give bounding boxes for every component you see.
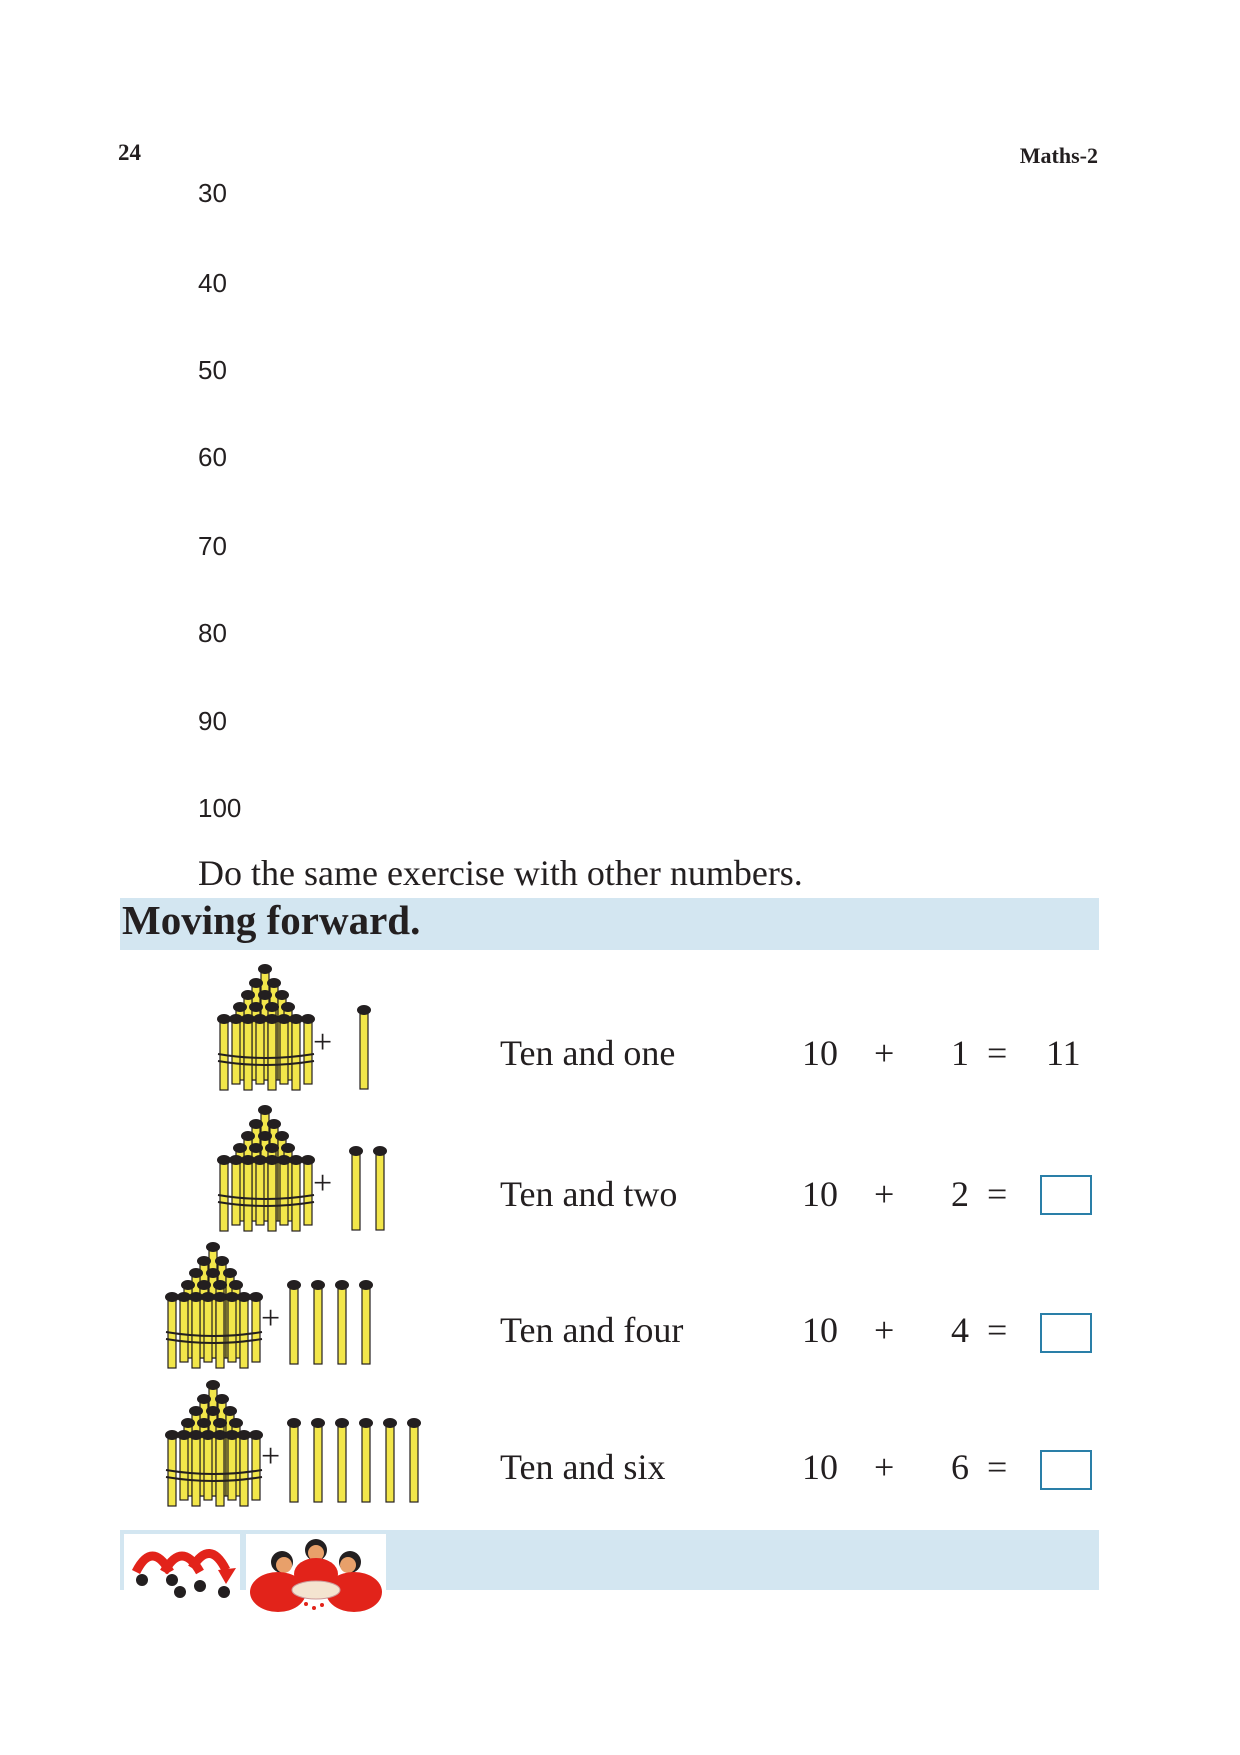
number-50: 50 (198, 355, 227, 385)
equals-sign: = (987, 1033, 1008, 1073)
loose-sticks-icon (282, 1280, 382, 1370)
loose-sticks-icon (344, 1146, 404, 1236)
bundle-of-ten-sticks-icon (158, 1378, 268, 1510)
row-label: Ten and one (500, 1033, 676, 1073)
row-label: Ten and six (500, 1447, 666, 1487)
tens-value: 10 (802, 1310, 838, 1350)
number-70: 70 (198, 531, 227, 561)
number-80: 80 (198, 618, 227, 648)
equals-sign: = (987, 1447, 1008, 1487)
loose-sticks-icon (352, 1005, 392, 1095)
ones-value: 1 (951, 1033, 969, 1073)
children-group-activity-icon (246, 1534, 386, 1618)
picture-plus: + (313, 1165, 333, 1202)
answer-box[interactable] (1040, 1175, 1092, 1215)
picture-plus: + (261, 1300, 281, 1337)
jumping-arrows-icon (124, 1534, 240, 1600)
plus-sign: + (874, 1447, 895, 1487)
number-30: 30 (198, 178, 227, 208)
tens-value: 10 (802, 1033, 838, 1073)
answer-box[interactable] (1040, 1313, 1092, 1353)
picture-plus: + (313, 1024, 333, 1061)
instruction-text: Do the same exercise with other numbers. (198, 853, 803, 893)
number-100: 100 (198, 793, 242, 823)
ones-value: 2 (951, 1174, 969, 1214)
row-label: Ten and two (500, 1174, 678, 1214)
loose-sticks-icon (282, 1418, 432, 1508)
bundle-of-ten-sticks-icon (210, 962, 320, 1094)
ones-value: 4 (951, 1310, 969, 1350)
tens-value: 10 (802, 1174, 838, 1214)
tens-value: 10 (802, 1447, 838, 1487)
number-60: 60 (198, 442, 227, 472)
book-title: Maths-2 (1019, 143, 1098, 168)
page-number: 24 (118, 140, 141, 165)
equals-sign: = (987, 1174, 1008, 1214)
number-90: 90 (198, 706, 227, 736)
bundle-of-ten-sticks-icon (210, 1103, 320, 1235)
plus-sign: + (874, 1310, 895, 1350)
row-label: Ten and four (500, 1310, 684, 1350)
answer-box[interactable] (1040, 1450, 1092, 1490)
answer-value: 11 (1046, 1033, 1081, 1073)
ones-value: 6 (951, 1447, 969, 1487)
plus-sign: + (874, 1033, 895, 1073)
bundle-of-ten-sticks-icon (158, 1240, 268, 1372)
equals-sign: = (987, 1310, 1008, 1350)
number-40: 40 (198, 268, 227, 298)
picture-plus: + (261, 1438, 281, 1475)
section-title: Moving forward. (122, 897, 421, 943)
plus-sign: + (874, 1174, 895, 1214)
